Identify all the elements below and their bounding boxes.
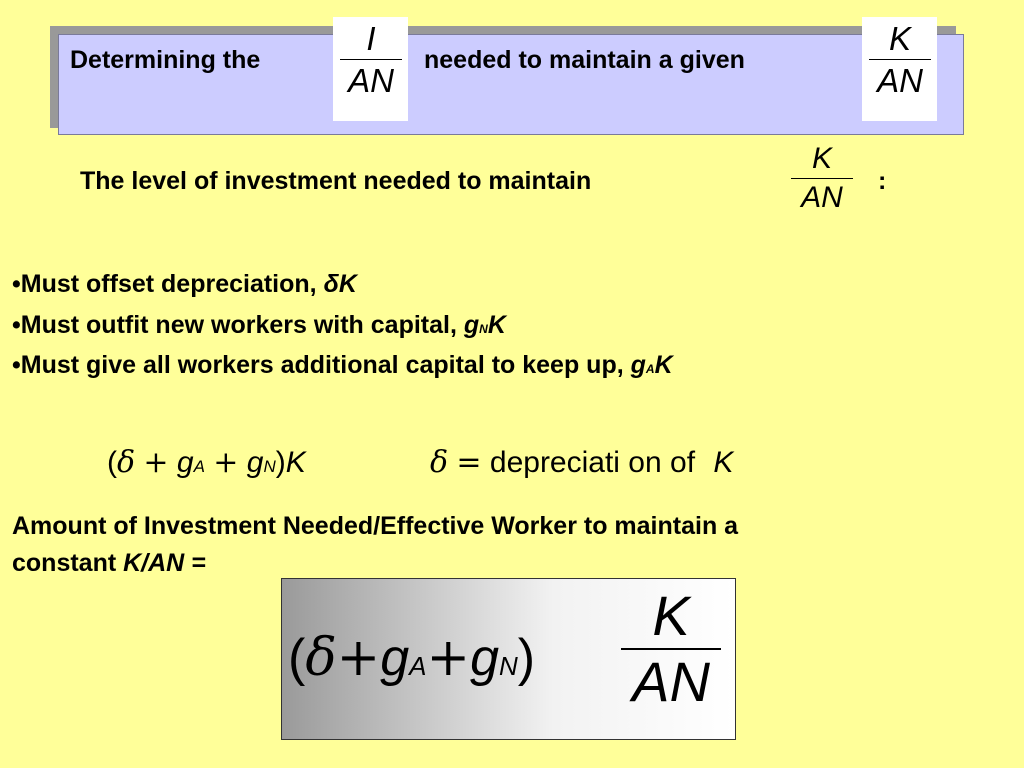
formula-sub-a: A (409, 651, 427, 681)
eq-delta: δ (117, 445, 136, 480)
fraction-bar (869, 59, 931, 60)
title-frac1-num: I (366, 20, 376, 57)
bullet-text: •Must offset depreciation, (12, 270, 324, 298)
investment-equation (107, 445, 306, 480)
eq-close-paren: ) (275, 446, 286, 479)
def-text: depreciati on of (489, 446, 696, 479)
formula-fraction-k-over-an (618, 584, 724, 713)
fraction-bar (791, 178, 853, 179)
delta-definition (430, 445, 733, 480)
formula-open-paren: ( (288, 629, 306, 687)
subtitle-colon: : (878, 167, 887, 195)
eq-k: K (285, 446, 306, 479)
eq-plus: + (213, 445, 239, 480)
formula-g: g (470, 629, 499, 687)
formula-plus: + (336, 628, 381, 688)
bullet-math-sub: N (479, 322, 488, 336)
formula-g: g (380, 629, 410, 687)
bullet-text: •Must outfit new workers with capital, (12, 311, 464, 339)
subtitle-fraction-k-over-an (786, 144, 858, 213)
eq-plus: + (143, 445, 169, 480)
formula-close-paren: ) (517, 629, 536, 687)
bullet-math-k: K (654, 351, 673, 379)
statement-suffix: = (184, 549, 206, 577)
statement-prefix: constant (12, 549, 124, 577)
def-k: K (713, 446, 734, 479)
def-delta: δ (430, 445, 449, 480)
statement-line2 (12, 545, 738, 582)
title-frac2-num: K (888, 20, 911, 57)
bullet-math-sub: A (645, 362, 655, 376)
bullet-text: •Must give all workers additional capital to keep up, (12, 351, 631, 379)
title-middle: needed to maintain a given (424, 46, 745, 74)
formula-delta: δ (305, 628, 337, 688)
subtitle-frac-num: K (811, 142, 832, 175)
eq-sub-n: N (263, 457, 276, 476)
title-frac1-den: AN (348, 62, 394, 99)
eq-g: g (246, 446, 264, 479)
bullet-additional-capital (12, 345, 673, 389)
formula-frac-den: AN (632, 650, 710, 713)
subtitle-frac-den: AN (801, 181, 843, 214)
title-fraction-k-over-an (865, 22, 935, 97)
formula-plus: + (426, 628, 471, 688)
bullet-math: δK (323, 270, 357, 298)
formula-sub-n: N (498, 651, 518, 681)
eq-g: g (176, 446, 194, 479)
bullet-depreciation (12, 264, 357, 304)
bullet-math-g: g (463, 311, 480, 339)
bullet-math-g: g (630, 351, 646, 379)
subtitle-text: The level of investment needed to maintain (80, 167, 592, 195)
fraction-bar (340, 59, 402, 60)
eq-sub-a: A (193, 457, 205, 476)
statement-math: K/AN (123, 549, 185, 577)
title-prefix: Determining the (70, 46, 261, 74)
bullet-new-workers (12, 305, 506, 349)
statement-line1: Amount of Investment Needed/Effective Worker to maintain a (12, 512, 739, 540)
formula-expression (288, 628, 535, 688)
eq-open-paren: ( (107, 446, 117, 479)
statement (12, 508, 738, 582)
def-equals: = (456, 445, 482, 480)
title-fraction-i-over-an (336, 22, 406, 97)
title-frac2-den: AN (877, 62, 923, 99)
formula-frac-num: K (652, 584, 690, 647)
bullet-math-k: K (487, 311, 506, 339)
